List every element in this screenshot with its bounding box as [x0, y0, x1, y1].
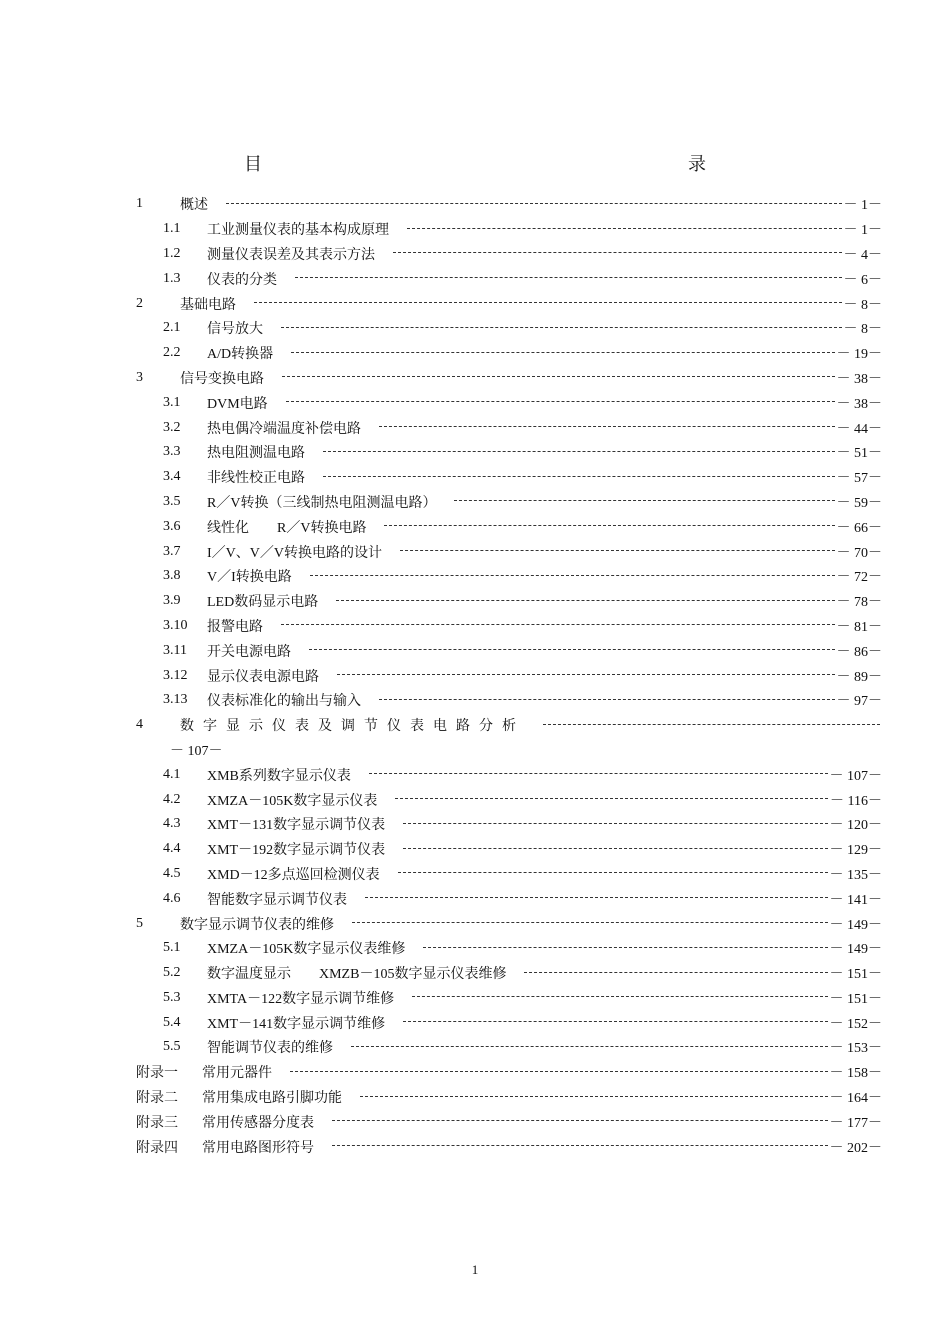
toc-leader	[403, 1021, 827, 1022]
toc-entry[interactable]	[136, 514, 882, 539]
toc-entry[interactable]	[136, 291, 882, 316]
toc-label: 常用传感器分度表	[202, 1115, 314, 1131]
toc-page-number: － 86－	[836, 644, 882, 660]
page-number: 1	[471, 1262, 479, 1277]
toc-page-number: － 129－	[829, 843, 882, 859]
toc-label: V／I转换电路	[207, 570, 292, 586]
toc-label: 工业测量仪表的基本构成原理	[207, 223, 389, 239]
toc-entry[interactable]	[136, 440, 882, 465]
toc-entry[interactable]	[136, 316, 882, 341]
toc-label: 基础电路	[180, 297, 236, 313]
toc-entry[interactable]	[136, 961, 882, 986]
toc-number: 3.9	[163, 593, 181, 609]
toc-leader	[398, 872, 828, 873]
toc-label: 智能调节仪表的维修	[207, 1041, 333, 1057]
toc-page-number: － 151－	[829, 967, 882, 983]
toc-page-number: － 8－	[843, 322, 882, 338]
toc-leader	[351, 1046, 828, 1047]
toc-number: 1.1	[163, 221, 181, 237]
toc-number: 2.1	[163, 320, 181, 336]
toc-leader	[332, 1145, 828, 1146]
toc-label: 报警电路	[207, 619, 263, 635]
toc-leader	[332, 1120, 828, 1121]
toc-entry[interactable]	[136, 217, 882, 242]
toc-number: 附录一	[136, 1066, 178, 1082]
toc-number: 附录三	[136, 1115, 178, 1131]
toc-number: 3.5	[163, 493, 181, 509]
toc-number: 5.5	[163, 1039, 181, 1055]
toc-entry[interactable]	[136, 539, 882, 564]
toc-number: 3.12	[163, 667, 188, 683]
toc-label: I／V、V／V转换电路的设计	[207, 545, 382, 561]
toc-entry[interactable]	[136, 1060, 882, 1085]
toc-page-number: － 57－	[836, 471, 882, 487]
toc-leader	[403, 823, 827, 824]
toc-leader	[337, 674, 835, 675]
page-title: 目 录	[244, 154, 836, 174]
toc-entry[interactable]	[136, 762, 882, 787]
toc-number: 附录四	[136, 1140, 178, 1156]
toc-label: 数字显示调节仪表的维修	[180, 917, 334, 933]
toc-number: 3.7	[163, 543, 181, 559]
toc-leader	[281, 624, 835, 625]
toc-number: 1.2	[163, 245, 181, 261]
toc-page-number: － 158－	[829, 1066, 882, 1082]
toc-leader	[454, 500, 834, 501]
toc-number: 4.4	[163, 841, 181, 857]
toc-page-number: － 149－	[829, 942, 882, 958]
toc-number: 4.5	[163, 865, 181, 881]
toc-page-number: － 107－	[829, 768, 882, 784]
toc-label: A/D转换器	[207, 347, 274, 363]
toc-number: 4.3	[163, 816, 181, 832]
toc-label: 智能数字显示调节仪表	[207, 892, 347, 908]
toc-number: 3.13	[163, 692, 188, 708]
toc-page-number: － 97－	[836, 694, 882, 710]
toc-page-number: － 19－	[836, 347, 882, 363]
toc-label: 测量仪表误差及其表示方法	[207, 247, 375, 263]
toc-label: 常用集成电路引脚功能	[202, 1091, 342, 1107]
toc-leader	[407, 228, 842, 229]
toc-leader	[352, 922, 828, 923]
toc-leader	[403, 848, 827, 849]
toc-page-number: － 152－	[829, 1016, 882, 1032]
toc-page-number: － 120－	[829, 818, 882, 834]
toc-leader	[281, 327, 842, 328]
toc-leader	[365, 897, 828, 898]
toc-page-number: － 81－	[836, 619, 882, 635]
toc-label: 开关电源电路	[207, 644, 291, 660]
toc-label: 常用元器件	[202, 1066, 272, 1082]
toc-number: 3.10	[163, 617, 188, 633]
toc-leader	[295, 277, 842, 278]
toc-leader	[379, 426, 835, 427]
toc-leader	[254, 302, 842, 303]
toc-label: 信号变换电路	[180, 371, 264, 387]
toc-page-number: － 51－	[836, 446, 882, 462]
toc-page-number: － 78－	[836, 595, 882, 611]
toc-page-number: － 6－	[843, 272, 882, 288]
toc-leader	[323, 451, 835, 452]
toc-label: 常用电路图形符号	[202, 1140, 314, 1156]
toc-entry[interactable]	[136, 638, 882, 663]
toc-entry[interactable]	[136, 886, 882, 911]
toc-label: R／V转换（三线制热电阻测温电路）	[207, 495, 437, 511]
toc-leader	[384, 525, 834, 526]
toc-leader	[282, 376, 835, 377]
toc-entry[interactable]	[136, 390, 882, 415]
toc-entry[interactable]	[136, 1085, 882, 1110]
toc-number: 3.6	[163, 518, 181, 534]
toc-page-number: － 1－	[843, 223, 882, 239]
toc-entry[interactable]	[136, 490, 882, 515]
toc-entry[interactable]	[136, 242, 882, 267]
toc-number: 3	[136, 369, 143, 385]
toc-number: 1	[136, 196, 143, 212]
toc-leader	[400, 550, 835, 551]
toc-entry[interactable]	[136, 192, 882, 217]
toc-entry[interactable]	[136, 862, 882, 887]
toc-label: 热电偶冷端温度补偿电路	[207, 421, 361, 437]
toc-entry[interactable]	[136, 911, 882, 936]
toc-label: 仪表标准化的输出与输入	[207, 694, 361, 710]
toc-entry[interactable]	[136, 663, 882, 688]
toc-number: 5.1	[163, 940, 181, 956]
toc-page-number: － 38－	[836, 396, 882, 412]
toc-number: 4.6	[163, 890, 181, 906]
toc-entry[interactable]	[136, 1109, 882, 1134]
toc-number: 5.3	[163, 989, 181, 1005]
toc-entry[interactable]	[136, 415, 882, 440]
toc-leader	[290, 1071, 828, 1072]
toc-label: 概述	[180, 198, 208, 214]
toc-leader	[310, 575, 835, 576]
toc-page-number: － 202－	[829, 1140, 882, 1156]
toc-number: 3.4	[163, 469, 181, 485]
toc-leader	[323, 476, 835, 477]
toc-number: 3.11	[163, 642, 187, 658]
toc-label: 非线性校正电路	[207, 471, 305, 487]
toc-entry[interactable]	[136, 936, 882, 961]
toc-leader	[524, 972, 827, 973]
toc-number: 2.2	[163, 345, 181, 361]
toc-page-number: － 107－	[170, 743, 223, 759]
toc-page-number: － 44－	[836, 421, 882, 437]
toc-label: XMD－12多点巡回检测仪表	[207, 867, 380, 883]
toc-entry[interactable]	[136, 738, 882, 763]
toc-label: 显示仪表电源电路	[207, 669, 319, 685]
toc-page-number: － 135－	[829, 867, 882, 883]
toc-page-number: － 66－	[836, 520, 882, 536]
toc-entry[interactable]	[136, 837, 882, 862]
toc-page-number: － 151－	[829, 991, 882, 1007]
toc-page-number: － 116－	[830, 793, 882, 809]
toc-page-number: － 59－	[836, 495, 882, 511]
table-of-contents	[136, 192, 882, 1159]
toc-label: XMZA－105K数字显示仪表	[207, 793, 378, 809]
toc-page-number: － 153－	[829, 1041, 882, 1057]
toc-leader	[412, 996, 827, 997]
toc-label: LED数码显示电路	[207, 595, 319, 611]
toc-entry[interactable]	[136, 1035, 882, 1060]
toc-page-number: － 72－	[836, 570, 882, 586]
toc-leader	[336, 600, 834, 601]
toc-entry[interactable]	[136, 589, 882, 614]
toc-label: XMB系列数字显示仪表	[207, 768, 351, 784]
toc-number: 附录二	[136, 1091, 178, 1107]
toc-entry[interactable]	[136, 787, 882, 812]
toc-label: DVM电路	[207, 396, 268, 412]
toc-entry[interactable]	[136, 1010, 882, 1035]
toc-entry[interactable]	[136, 564, 882, 589]
toc-number: 4.2	[163, 791, 181, 807]
toc-leader	[226, 203, 842, 204]
toc-entry[interactable]	[136, 713, 882, 738]
toc-number: 1.3	[163, 270, 181, 286]
toc-label: 线性化 R／V转换电路	[207, 520, 367, 536]
toc-label: XMZA－105K数字显示仪表维修	[207, 942, 406, 958]
toc-label: 数字显示仪表及调节仪表电路分析	[180, 719, 525, 735]
toc-page-number: － 8－	[843, 297, 882, 313]
toc-label: XMT－131数字显示调节仪表	[207, 818, 386, 834]
toc-label: 信号放大	[207, 322, 263, 338]
toc-page-number: － 38－	[836, 371, 882, 387]
toc-page-number: － 149－	[829, 917, 882, 933]
toc-number: 3.3	[163, 444, 181, 460]
toc-page-number: － 89－	[836, 669, 882, 685]
toc-page-number: － 141－	[829, 892, 882, 908]
toc-leader	[379, 699, 835, 700]
toc-page-number: － 70－	[836, 545, 882, 561]
toc-number: 3.8	[163, 568, 181, 584]
toc-page-number: － 1－	[843, 198, 882, 214]
toc-leader	[291, 352, 834, 353]
toc-page-number: － 4－	[843, 247, 882, 263]
toc-entry[interactable]	[136, 812, 882, 837]
toc-entry[interactable]	[136, 341, 882, 366]
toc-number: 3.2	[163, 419, 181, 435]
toc-number: 5.2	[163, 965, 181, 981]
toc-number: 3.1	[163, 394, 181, 410]
toc-label: XMTA－122数字显示调节维修	[207, 991, 395, 1007]
toc-number: 4.1	[163, 766, 181, 782]
toc-entry[interactable]	[136, 465, 882, 490]
toc-entry[interactable]	[136, 1134, 882, 1159]
toc-leader	[395, 798, 828, 799]
toc-label: 仪表的分类	[207, 272, 277, 288]
toc-label: XMT－192数字显示调节仪表	[207, 843, 386, 859]
toc-leader	[360, 1096, 828, 1097]
toc-leader	[423, 947, 827, 948]
toc-leader	[369, 773, 828, 774]
toc-leader	[286, 401, 835, 402]
toc-label: 热电阻测温电路	[207, 446, 305, 462]
toc-page-number: － 164－	[829, 1091, 882, 1107]
toc-page-number: － 177－	[829, 1115, 882, 1131]
toc-label: XMT－141数字显示调节维修	[207, 1016, 386, 1032]
toc-leader	[309, 649, 835, 650]
toc-entry[interactable]	[136, 266, 882, 291]
toc-label: 数字温度显示 XMZB－105数字显示仪表维修	[207, 967, 507, 983]
toc-number: 4	[136, 717, 143, 733]
toc-number: 5.4	[163, 1014, 181, 1030]
toc-entry[interactable]	[136, 366, 882, 391]
toc-leader	[393, 252, 842, 253]
toc-leader	[543, 724, 880, 725]
toc-number: 5	[136, 915, 143, 931]
toc-number: 2	[136, 295, 143, 311]
toc-entry[interactable]	[136, 986, 882, 1011]
toc-entry[interactable]	[136, 688, 882, 713]
toc-entry[interactable]	[136, 614, 882, 639]
